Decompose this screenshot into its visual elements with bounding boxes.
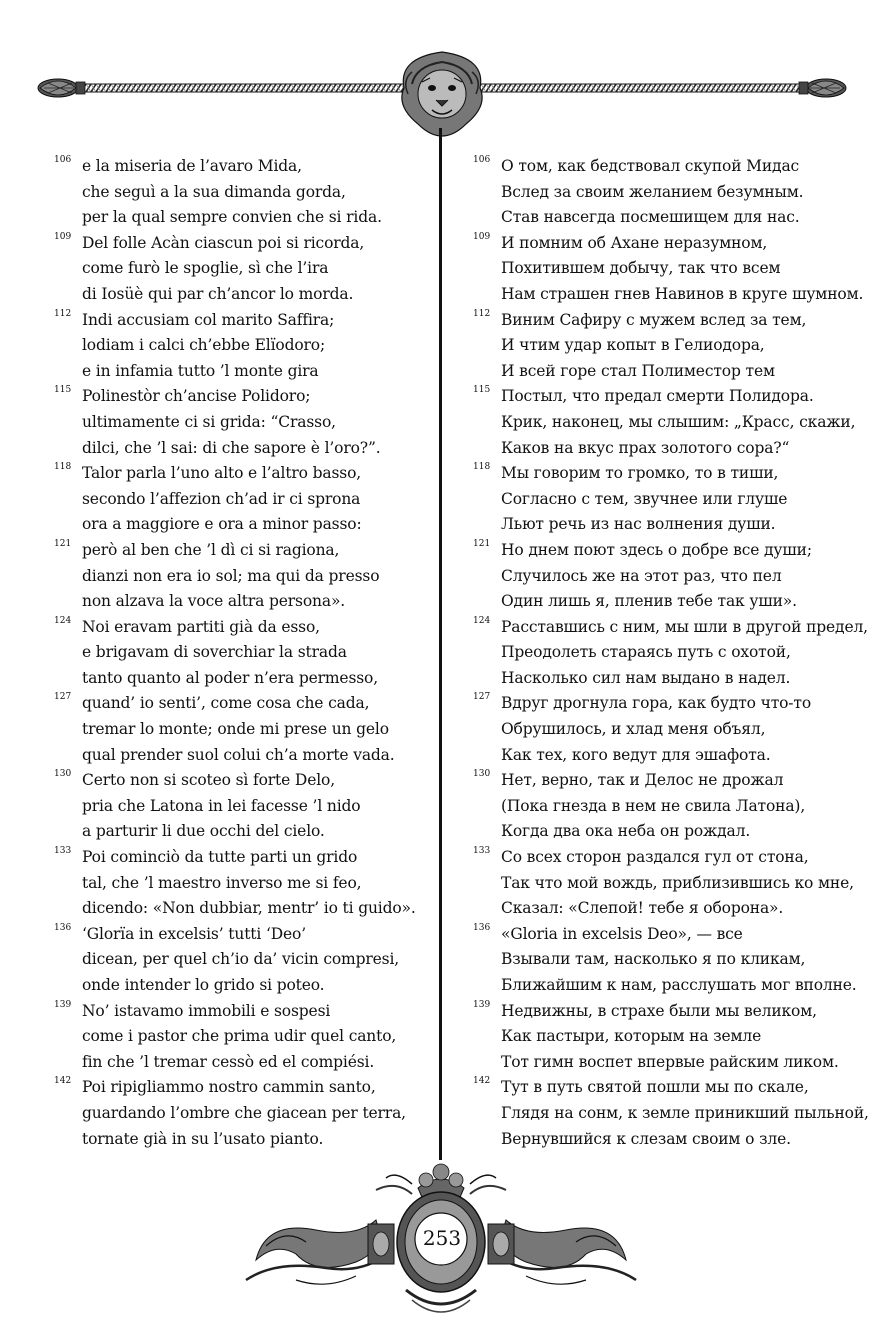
verse-number: 133	[54, 846, 72, 857]
tercet	[54, 768, 432, 845]
verse-line: И всей горе стал Полиместор тем	[501, 361, 775, 380]
verse-line: Один лишь я, пленив тебе так уши».	[501, 592, 797, 611]
verse-number: 136	[54, 922, 72, 933]
tercet	[473, 999, 853, 1076]
verse-line: qual prender suol colui ch’a morte vada.	[82, 745, 395, 764]
verse-line: Согласно с тем, звучнее или глуше	[501, 489, 788, 508]
cartouche-frame-icon	[397, 1192, 485, 1312]
verse-line: dicendo: «Non dubbiar, mentr’ io ti guido».	[82, 899, 416, 918]
verse-line: Став навсегда посмешищем для нас.	[501, 208, 800, 227]
verse-line: che seguì a la sua dimanda gorda,	[82, 182, 346, 201]
page-number: 253	[422, 1226, 462, 1250]
verse-line: Вернувшийся к слезам своим о зле.	[501, 1129, 791, 1148]
verse-line: per la qual sempre convien che si rida.	[82, 208, 382, 227]
verse-line: e in infamia tutto ’l monte gira	[82, 361, 319, 380]
verse-line: Глядя на сонм, к земле приникший пыльной,	[501, 1103, 869, 1122]
verse-line: Тот гимн воспет впервые райским ликом.	[501, 1052, 839, 1071]
verse-line: Del folle Acàn ciascun poi si ricorda,	[82, 233, 365, 252]
verse-line: Каков на вкус прах золотого сора?“	[501, 438, 790, 457]
verse-number: 112	[54, 308, 72, 319]
verse-number: 142	[54, 1076, 72, 1087]
verse-line: guardando l’ombre che giacean per terra,	[82, 1103, 406, 1122]
tercet	[54, 308, 432, 385]
tercet	[54, 691, 432, 768]
verse-line: Poi cominciò da tutte parti un grido	[82, 848, 358, 867]
verse-line: Крик, наконец, мы слышим: „Красс, скажи,	[501, 412, 856, 431]
verse-line: tremar lo monte; onde mi prese un gelo	[82, 720, 389, 739]
verse-line: lodiam i calci ch’ebbe Elïodoro;	[82, 336, 326, 355]
verse-line: ultimamente ci si grida: “Crasso,	[82, 412, 336, 431]
top-rope-ornament	[36, 44, 848, 140]
verse-number: 118	[54, 462, 72, 473]
verse-number: 127	[473, 692, 491, 703]
tercet	[473, 845, 853, 922]
verse-line: Со всех сторон раздался гул от стона,	[501, 848, 809, 867]
tercet	[473, 768, 853, 845]
verse-line: Преодолеть стараясь путь с охотой,	[501, 643, 791, 662]
tercet	[54, 1075, 432, 1152]
verse-number: 130	[54, 769, 72, 780]
verse-line: dianzi non era io sol; ma qui da presso	[82, 566, 380, 585]
verse-line: Случилось же на этот раз, что пел	[501, 566, 782, 585]
verse-line: Взывали там, насколько я по кликам,	[501, 950, 806, 969]
verse-line: Постыл, что предал смерти Полидора.	[501, 387, 814, 406]
right-scroll-icon	[488, 1220, 636, 1284]
verse-number: 130	[473, 769, 491, 780]
verse-line: onde intender lo grido si poteo.	[82, 976, 325, 994]
verse-number: 106	[54, 155, 72, 165]
verse-line: Indi accusiam col marito Saffira;	[82, 310, 335, 329]
tercet	[54, 615, 432, 692]
tercet	[473, 154, 853, 231]
verse-line: No’ istavamo immobili e sospesi	[82, 1001, 331, 1020]
verse-line: ‘Glorïa in excelsis’ tutti ‘Deo’	[82, 924, 306, 943]
verse-line: Как тех, кого ведут для эшафота.	[501, 745, 771, 764]
tercet	[473, 615, 868, 692]
verse-line: pria che Latona in lei facesse ’l nido	[82, 796, 361, 815]
verse-line: Poi ripigliammo nostro cammin santo,	[82, 1078, 376, 1097]
tercet	[54, 922, 432, 999]
tercet	[54, 154, 432, 231]
tercet	[473, 308, 853, 385]
verse-line: come furò le spoglie, sì che l’ira	[82, 259, 329, 278]
tercet	[473, 461, 853, 538]
verse-number: 112	[473, 308, 491, 319]
verse-line: e la miseria de l’avaro Mida,	[82, 157, 302, 175]
tercet	[473, 538, 853, 615]
verse-line: Вслед за своим желанием безумным.	[501, 182, 804, 201]
verse-line: dicean, per quel ch’io da’ vicin compresi,	[82, 950, 400, 969]
verse-line: Noi eravam partiti già da esso,	[82, 617, 320, 636]
verse-line: secondo l’affezion ch’ad ir ci sprona	[82, 489, 361, 508]
tercet	[54, 384, 432, 461]
verse-line: dilci, che ’l sai: di che sapore è l’oro?”.	[82, 438, 381, 457]
tercet	[473, 231, 864, 308]
tercet	[54, 461, 432, 538]
verse-line: Похитившем добычу, так что всем	[501, 259, 781, 278]
verse-number: 109	[54, 231, 72, 242]
italian-text-column	[54, 154, 432, 1152]
verse-line: Так что мой вождь, приблизившись ко мне,	[501, 873, 854, 892]
verse-line: Talor parla l’uno alto e l’altro basso,	[82, 464, 362, 483]
left-scroll-icon	[246, 1220, 394, 1284]
verse-line: Certo non si scoteo sì forte Delo,	[82, 771, 335, 790]
verse-line: Льют речь из нас волнения души.	[501, 515, 776, 534]
tercet	[473, 691, 853, 768]
verse-number: 139	[473, 999, 491, 1010]
verse-line: «Gloria in excelsis Deo», — все	[501, 924, 743, 943]
verse-line: Вдруг дрогнула гора, как будто что-то	[501, 694, 811, 713]
verse-line: Как пастыри, которым на земле	[501, 1027, 762, 1046]
verse-line: (Пока гнезда в нем не свила Латона),	[501, 796, 806, 815]
verse-line: e brigavam di soverchiar la strada	[82, 643, 347, 662]
verse-number: 115	[54, 385, 72, 396]
verse-number: 139	[54, 999, 72, 1010]
verse-number: 118	[473, 462, 491, 473]
verse-line: di Iosüè qui par ch’ancor lo morda.	[82, 284, 354, 303]
verse-number: 121	[54, 538, 72, 549]
tercet	[54, 845, 432, 922]
verse-line: Polinestòr ch’ancise Polidoro;	[82, 387, 311, 406]
verse-number: 124	[54, 615, 72, 626]
verse-line: Когда два ока неба он рождал.	[501, 822, 751, 841]
verse-number: 142	[473, 1076, 491, 1087]
verse-line: tornate già in su l’usato pianto.	[82, 1129, 324, 1148]
verse-number: 106	[473, 155, 491, 165]
lion-mask-icon	[402, 52, 482, 136]
verse-number: 127	[54, 692, 72, 703]
verse-line: О том, как бедствовал скупой Мидас	[501, 157, 800, 175]
verse-line: ora a maggiore e ora a minor passo:	[82, 515, 362, 534]
verse-line: Виним Сафиру с мужем вслед за тем,	[501, 310, 807, 329]
verse-line: И чтим удар копыт в Гелиодора,	[501, 336, 765, 355]
column-divider	[439, 128, 442, 1160]
verse-line: fin che ’l tremar cessò ed el compiési.	[82, 1052, 375, 1071]
verse-line: come i pastor che prima udir quel canto,	[82, 1027, 397, 1046]
verse-line: a parturir li due occhi del cielo.	[82, 822, 325, 841]
verse-number: 124	[473, 615, 491, 626]
verse-line: tal, che ’l maestro inverso me si feo,	[82, 873, 362, 892]
verse-line: Сказал: «Слепой! тебе я оборона».	[501, 899, 784, 918]
verse-line: però al ben che ’l dì ci si ragiona,	[82, 540, 340, 559]
tercet	[473, 384, 856, 461]
verse-line: Расставшись с ним, мы шли в другой предел,	[501, 617, 868, 636]
verse-line: quand’ io senti’, come cosa che cada,	[82, 694, 370, 713]
verse-number: 136	[473, 922, 491, 933]
right-finial-icon	[799, 79, 846, 97]
verse-line: Обрушилось, и хлад меня объял,	[501, 720, 766, 739]
verse-line: И помним об Ахане неразумном,	[501, 233, 768, 252]
tercet	[54, 538, 432, 615]
verse-number: 121	[473, 538, 491, 549]
verse-line: tanto quanto al poder n’era permesso,	[82, 668, 379, 687]
tercet	[473, 922, 857, 999]
verse-number: 109	[473, 231, 491, 242]
verse-line: Насколько сил нам выдано в надел.	[501, 668, 791, 687]
verse-number: 133	[473, 846, 491, 857]
verse-line: Недвижны, в страхе были мы великом,	[501, 1001, 817, 1020]
verse-number: 115	[473, 385, 491, 396]
verse-line: Тут в путь святой пошли мы по скале,	[501, 1078, 809, 1097]
tercet	[473, 1075, 869, 1152]
russian-text-column	[473, 154, 869, 1152]
verse-line: Ближайшим к нам, расслушать мог вполне.	[501, 976, 857, 994]
verse-line: Нет, верно, так и Делос не дрожал	[501, 771, 784, 790]
verse-line: Мы говорим то громко, то в тиши,	[501, 464, 779, 483]
tercet	[54, 231, 432, 308]
verse-line: Нам страшен гнев Навинов в круге шумном.	[501, 284, 864, 303]
tercet	[54, 999, 432, 1076]
verse-line: non alzava la voce altra persona».	[82, 592, 346, 611]
left-finial-icon	[38, 79, 85, 97]
verse-line: Но днем поют здесь о добре все души;	[501, 540, 812, 559]
